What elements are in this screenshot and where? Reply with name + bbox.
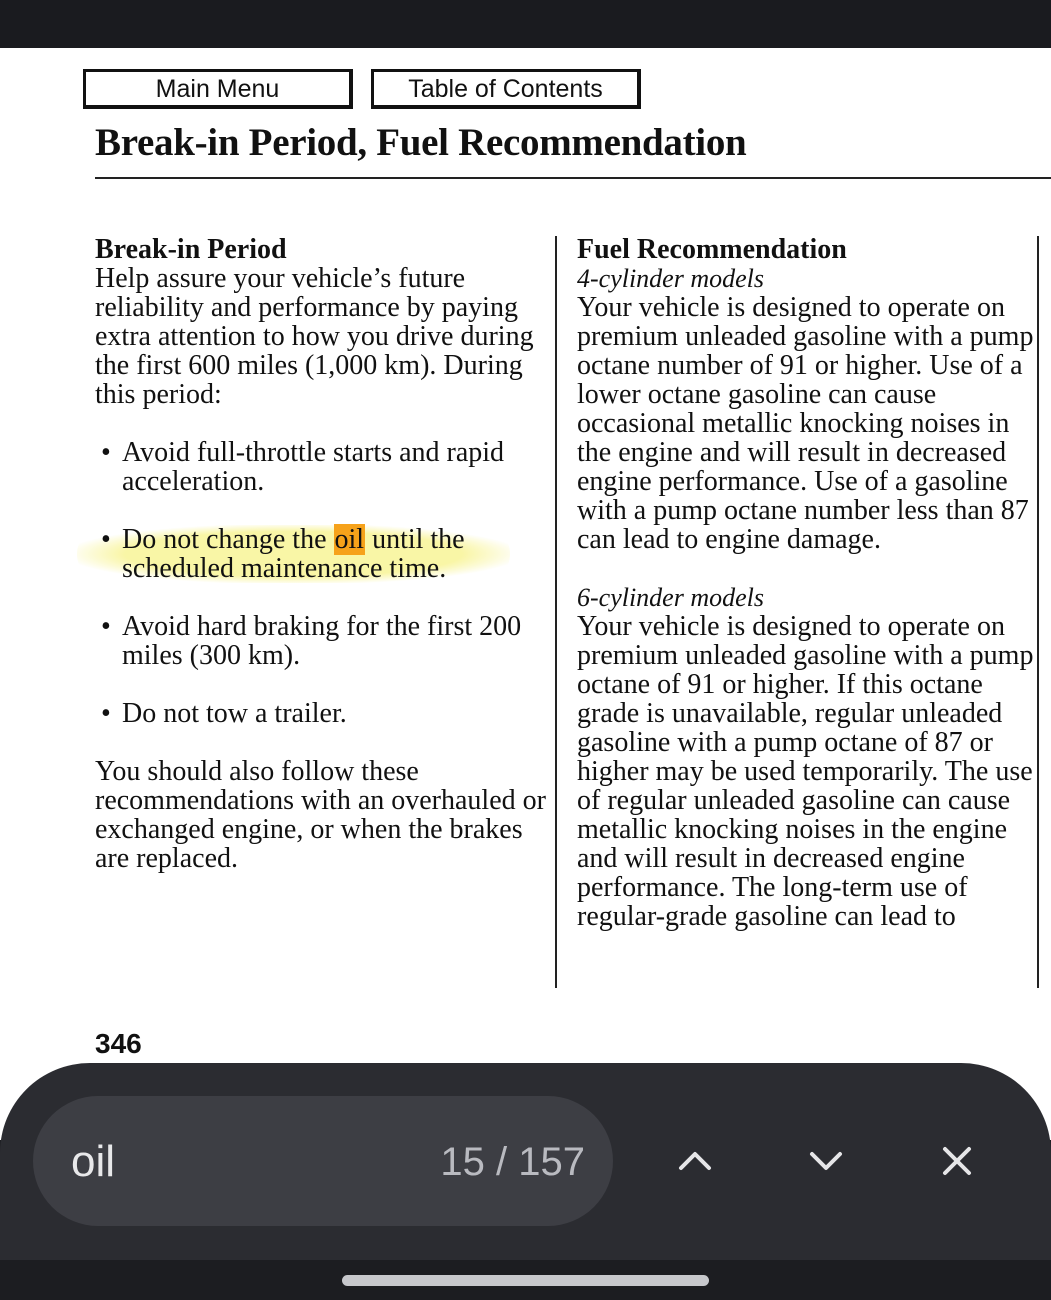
home-gesture-handle[interactable] — [342, 1275, 709, 1286]
close-icon — [937, 1141, 977, 1181]
search-field[interactable] — [33, 1096, 613, 1226]
break-in-closing: You should also follow these recommendations with an overhauled or exchanged engine, or when the brakes are replaced. — [95, 756, 546, 874]
list-item-text: Avoid full-throttle starts and rapid acceleration. — [122, 437, 505, 497]
title-divider — [95, 177, 1051, 179]
search-hit-item — [77, 525, 510, 583]
list-item-text: Do not tow a trailer. — [122, 698, 347, 729]
list-item-text: Avoid hard braking for the first 200 miles (300 km). — [122, 611, 522, 671]
page-title: Break-in Period, Fuel Recommendation — [95, 121, 747, 164]
bullet-icon: • — [101, 698, 111, 729]
bullet-icon: • — [101, 524, 111, 555]
six-cylinder-text: Your vehicle is designed to operate on premium unleaded gasoline with a pump octane of 91 or higher. If this octane grade is unavailable, regular unleaded gasoline with a pump octane of 87 or higher may be used temporarily. The use of regular unleaded gasoline can cause metallic knocking noises in the engine and will result in decreased engine performance. The long-term use of regular-grade gasoline can lead to — [577, 611, 1034, 932]
break-in-intro: Help assure your vehicle’s future reliability and performance by paying extra attention to how you drive during the first 600 miles (1,000 km). During this period: — [95, 263, 534, 410]
chevron-down-icon — [806, 1141, 846, 1181]
list-item — [95, 438, 550, 496]
table-of-contents-button[interactable]: Table of Contents — [371, 69, 641, 109]
right-edge-divider — [1037, 236, 1039, 988]
status-bar — [0, 0, 1051, 48]
hit-after: until the scheduled maintenance time. — [122, 524, 465, 584]
previous-match-button[interactable] — [660, 1126, 730, 1196]
break-in-column — [95, 235, 550, 873]
main-menu-button[interactable]: Main Menu — [83, 69, 353, 109]
six-cylinder-label: 6-cylinder models — [577, 583, 765, 612]
bullet-icon: • — [101, 437, 111, 468]
four-cylinder-text: Your vehicle is designed to operate on premium unleaded gasoline with a pump octane number of 91 or higher. Use of a lower octane gasoline can cause occasional metallic knocking noises in the engine and will result in decreased engine performance. Use of a gasoline with a pump octane number less than 87 can lead to engine damage. — [577, 292, 1034, 555]
bullet-icon: • — [101, 611, 111, 642]
hit-before: Do not change the — [122, 524, 334, 555]
document-page[interactable] — [0, 48, 1051, 1140]
page-number: 346 — [95, 1028, 142, 1059]
match-counter: 15 / 157 — [440, 1140, 585, 1184]
break-in-heading: Break-in Period — [95, 234, 287, 265]
fuel-heading: Fuel Recommendation — [577, 234, 847, 265]
column-divider — [555, 236, 557, 988]
list-item — [95, 612, 550, 670]
chevron-up-icon — [675, 1141, 715, 1181]
search-input[interactable]: oil — [71, 1137, 116, 1186]
list-item — [95, 699, 550, 728]
break-in-list — [95, 438, 550, 728]
search-match-highlight: oil — [334, 524, 365, 555]
system-navigation-bar — [0, 1260, 1051, 1300]
fuel-column — [577, 235, 1037, 931]
four-cylinder-label: 4-cylinder models — [577, 264, 765, 293]
close-find-button[interactable] — [922, 1126, 992, 1196]
next-match-button[interactable] — [791, 1126, 861, 1196]
find-in-page-bar — [0, 1063, 1051, 1263]
